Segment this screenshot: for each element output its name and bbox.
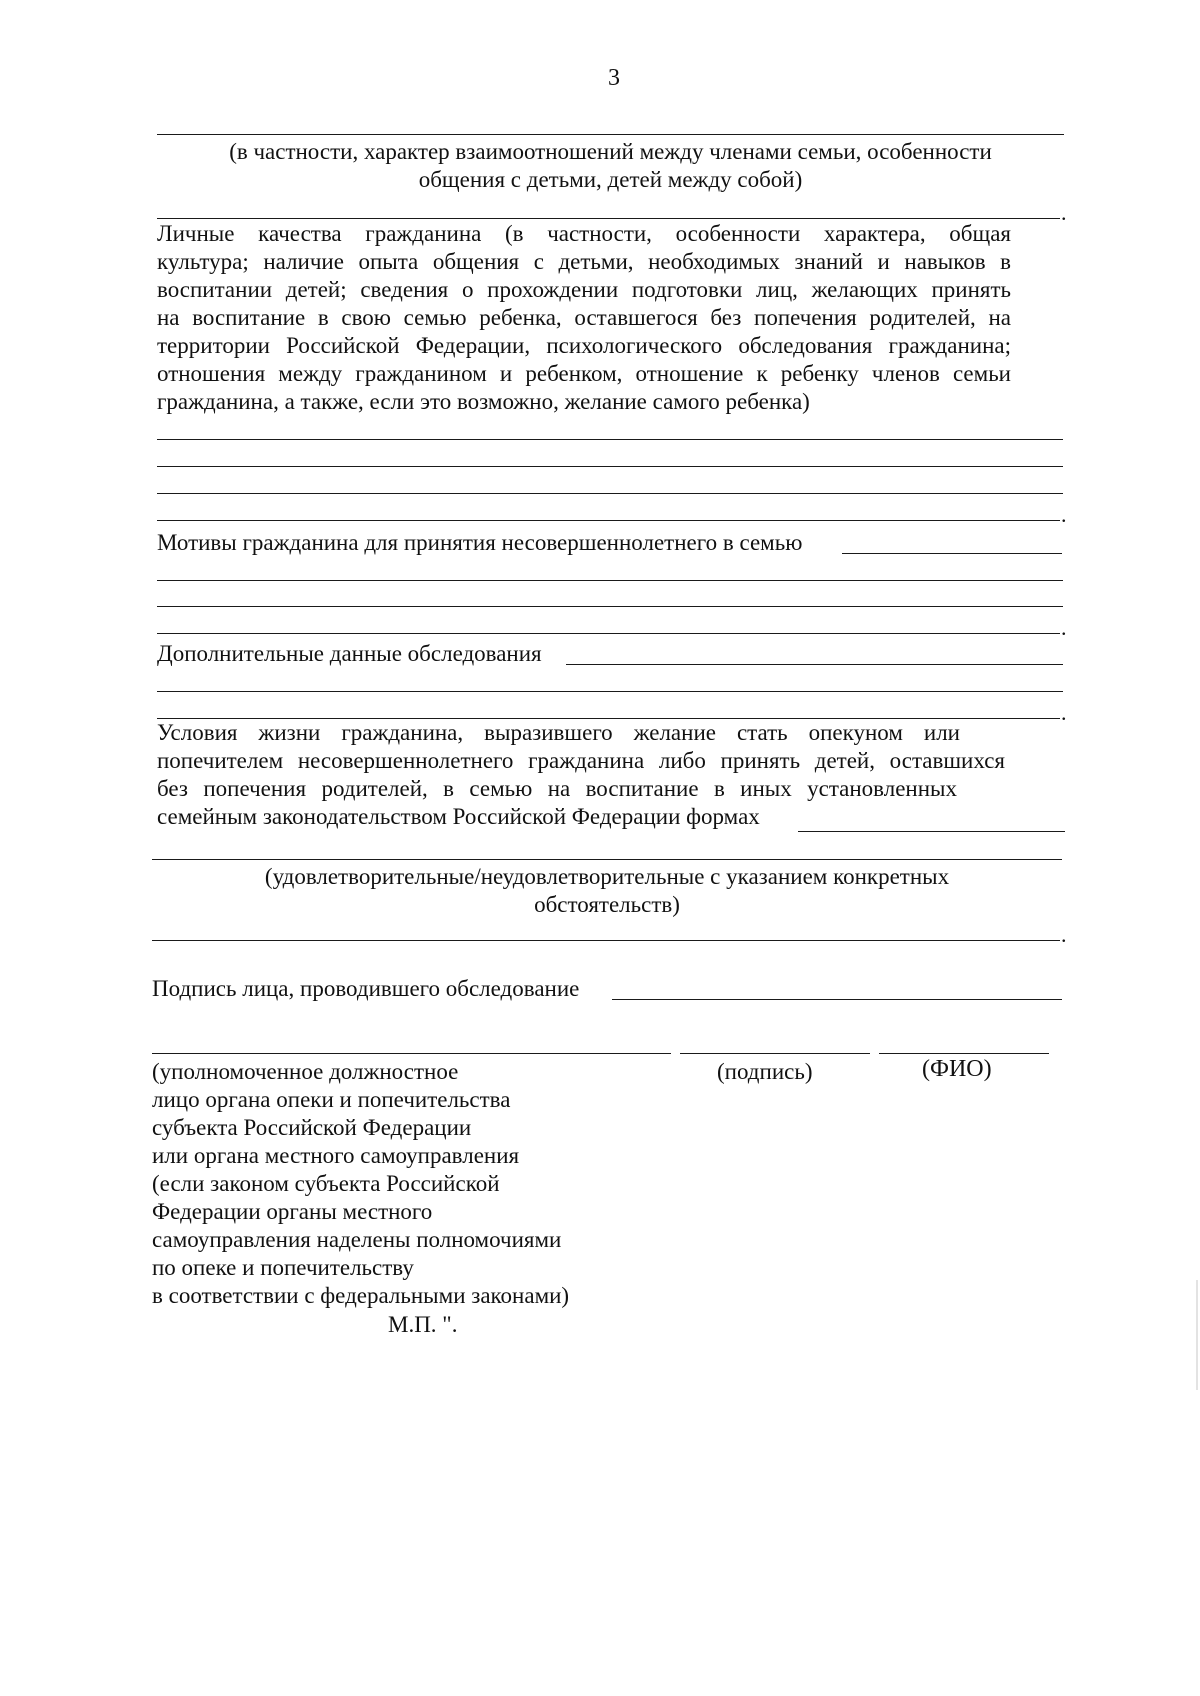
signature-label: Подпись лица, проводившего обследование: [152, 976, 580, 1001]
living-conditions-line-3: без попечения родителей, в семью на воспитание в иных установленных: [157, 776, 957, 801]
living-conditions-caption-line-1: (удовлетворительные/неудовлетворительные с указанием конкретных: [264, 864, 950, 889]
living-conditions-block: [157, 719, 1005, 831]
fill-line[interactable]: [798, 831, 1065, 832]
personal-qualities-block: [157, 220, 1011, 416]
fill-line[interactable]: [157, 218, 1060, 219]
end-period: .: [1061, 502, 1067, 527]
fill-line[interactable]: [566, 664, 1063, 665]
fill-line[interactable]: [152, 940, 1060, 941]
official-caption-line: лицо органа опеки и попечительства: [152, 1087, 511, 1112]
personal-qualities-line-2: культура; наличие опыта общения с детьми, необходимых знаний и навыков в: [157, 249, 1011, 274]
end-period: .: [1061, 922, 1067, 947]
relationships-caption-line-1: (в частности, характер взаимоотношений между членами семьи, особенности: [229, 139, 992, 164]
official-position-line[interactable]: [152, 1053, 671, 1054]
personal-qualities-line-5: территории Российской Федерации, психологического обследования гражданина;: [157, 333, 1011, 358]
official-caption-line: (уполномоченное должностное: [152, 1059, 459, 1084]
signature-line[interactable]: [680, 1053, 870, 1054]
official-position-caption: [152, 1058, 569, 1310]
personal-qualities-line-4: на воспитание в свою семью ребенка, оставшегося без попечения родителей, на: [157, 305, 1011, 330]
signature-caption: (подпись): [717, 1059, 813, 1084]
relationships-caption-line-2: общения с детьми, детей между собой): [418, 167, 803, 192]
personal-qualities-line-7: гражданина, а также, если это возможно, желание самого ребенка): [157, 389, 810, 414]
fill-line[interactable]: [157, 493, 1063, 494]
fill-line[interactable]: [157, 134, 1064, 135]
living-conditions-caption-line-2: обстоятельств): [534, 892, 680, 917]
official-caption-line: Федерации органы местного: [152, 1199, 433, 1224]
fill-line[interactable]: [157, 439, 1063, 440]
end-period: .: [1061, 200, 1067, 225]
fill-line[interactable]: [157, 520, 1060, 521]
personal-qualities-line-1: Личные качества гражданина (в частности, особенности характера, общая: [157, 221, 1011, 246]
living-conditions-line-1: Условия жизни гражданина, выразившего желание стать опекуном или: [157, 720, 960, 745]
additional-data-label: Дополнительные данные обследования: [157, 641, 542, 666]
fill-line[interactable]: [842, 553, 1062, 554]
motives-label: Мотивы гражданина для принятия несовершеннолетнего в семью: [157, 530, 803, 555]
official-caption-line: по опеке и попечительству: [152, 1255, 414, 1280]
official-caption-line: самоуправления наделены полномочиями: [152, 1227, 562, 1252]
stamp-placeholder: М.П. ".: [388, 1312, 458, 1337]
end-period: .: [1061, 700, 1067, 725]
personal-qualities-line-3: воспитании детей; сведения о прохождении подготовки лиц, желающих принять: [157, 277, 1011, 302]
official-caption-line: (если законом субъекта Российской: [152, 1171, 500, 1196]
personal-qualities-line-6: отношения между гражданином и ребенком, отношение к ребенку членов семьи: [157, 361, 1011, 386]
name-caption: (ФИО): [922, 1056, 992, 1082]
living-conditions-line-2: попечителем несовершеннолетнего гражданина либо принять детей, оставшихся: [157, 748, 1005, 773]
official-caption-line: субъекта Российской Федерации: [152, 1115, 472, 1140]
fill-line[interactable]: [157, 580, 1063, 581]
scan-artifact: [1196, 1280, 1198, 1390]
fill-line[interactable]: [157, 691, 1063, 692]
signature-line[interactable]: [612, 999, 1062, 1000]
fill-line[interactable]: [157, 633, 1060, 634]
end-period: .: [1061, 615, 1067, 640]
name-line[interactable]: [879, 1053, 1049, 1054]
official-caption-line: или органа местного самоуправления: [152, 1143, 520, 1168]
living-conditions-line-4: семейным законодательством Российской Федерации формах: [157, 804, 760, 829]
page-number: 3: [608, 65, 620, 91]
fill-line[interactable]: [157, 466, 1063, 467]
fill-line[interactable]: [157, 606, 1063, 607]
official-caption-line: в соответствии с федеральными законами): [152, 1283, 570, 1308]
fill-line[interactable]: [152, 859, 1062, 860]
